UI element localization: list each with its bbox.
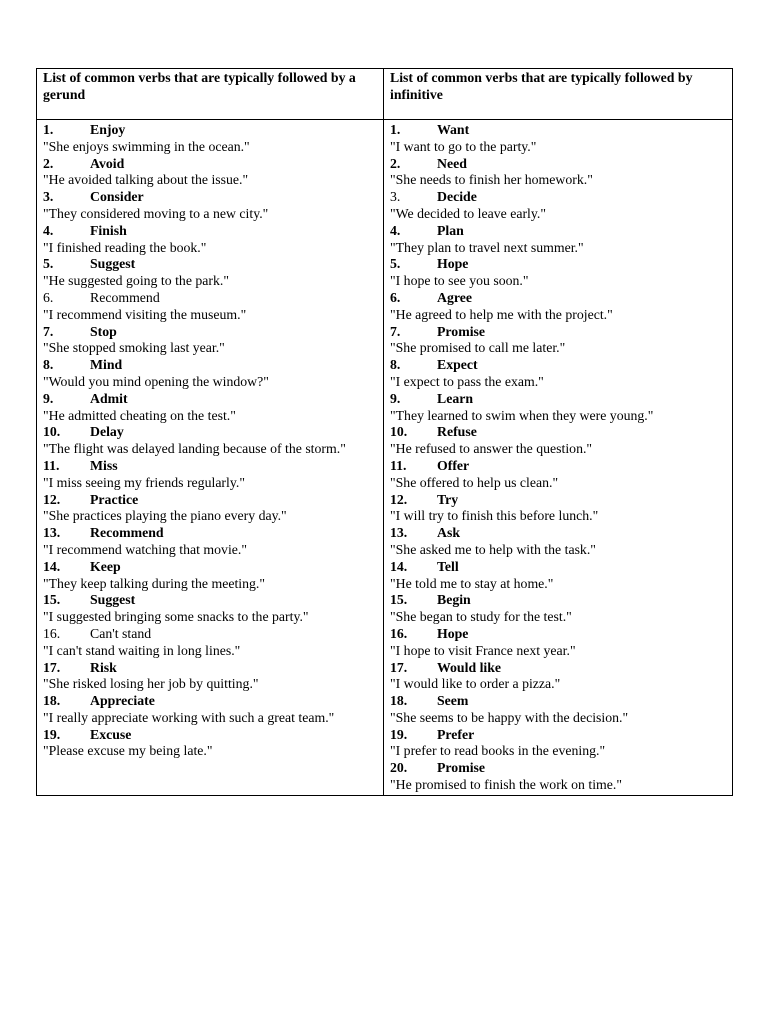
entry-verb: Finish xyxy=(90,222,127,238)
entry-heading xyxy=(390,458,728,475)
infinitive-entry xyxy=(390,727,728,761)
entry-number: 9. xyxy=(390,390,401,406)
entry-example-sentence: "She needs to finish her homework." xyxy=(390,172,593,188)
entry-heading xyxy=(390,525,728,542)
infinitive-entry xyxy=(390,660,728,694)
entry-verb: Promise xyxy=(437,760,486,776)
entry-verb: Hope xyxy=(437,625,469,641)
entry-example-sentence: "She risked losing her job by quitting." xyxy=(43,676,259,692)
entry-verb: Prefer xyxy=(437,726,475,742)
entry-heading xyxy=(43,391,379,408)
infinitive-entry xyxy=(390,559,728,593)
entry-verb: Try xyxy=(437,491,459,507)
entry-example-sentence: "They learned to swim when they were young." xyxy=(390,407,654,423)
entry-verb: Recommend xyxy=(90,289,160,305)
gerund-column-header: List of common verbs that are typically followed by a gerund xyxy=(37,69,384,120)
gerund-column xyxy=(37,120,384,796)
entry-verb: Seem xyxy=(437,693,469,709)
entry-number: 19. xyxy=(390,726,408,742)
infinitive-entry xyxy=(390,693,728,727)
entry-number: 17. xyxy=(43,659,61,675)
infinitive-entry xyxy=(390,525,728,559)
gerund-entry xyxy=(43,660,379,694)
gerund-entry xyxy=(43,122,379,156)
entry-example-sentence: "He refused to answer the question." xyxy=(390,441,593,457)
entry-heading xyxy=(390,156,728,173)
entry-example-sentence: "I hope to see you soon." xyxy=(390,273,529,289)
entry-verb: Practice xyxy=(90,491,139,507)
gerund-entry xyxy=(43,324,379,358)
infinitive-verb-list xyxy=(390,122,728,794)
gerund-entry xyxy=(43,626,379,660)
entry-number: 17. xyxy=(390,659,408,675)
entry-verb: Hope xyxy=(437,256,469,272)
entry-heading xyxy=(390,189,728,206)
entry-verb: Excuse xyxy=(90,726,132,742)
entry-heading xyxy=(390,626,728,643)
entry-heading xyxy=(390,424,728,441)
entry-example-sentence: "I would like to order a pizza." xyxy=(390,676,561,692)
entry-number: 12. xyxy=(390,491,408,507)
entry-heading xyxy=(43,122,379,139)
entry-heading xyxy=(390,357,728,374)
entry-verb: Enjoy xyxy=(90,122,126,137)
gerund-entry xyxy=(43,357,379,391)
entry-number: 10. xyxy=(390,424,408,440)
gerund-entry xyxy=(43,391,379,425)
entry-example-sentence: "Please excuse my being late." xyxy=(43,743,213,759)
gerund-entry xyxy=(43,592,379,626)
header-row xyxy=(37,69,733,120)
entry-verb: Refuse xyxy=(437,424,477,440)
entry-example-sentence: "I finished reading the book." xyxy=(43,239,207,255)
entry-verb: Mind xyxy=(90,357,123,373)
entry-number: 1. xyxy=(43,122,54,137)
entry-number: 9. xyxy=(43,390,54,406)
entry-example-sentence: "She began to study for the test." xyxy=(390,609,572,625)
infinitive-entry xyxy=(390,357,728,391)
entry-example-sentence: "I miss seeing my friends regularly." xyxy=(43,474,245,490)
gerund-entry xyxy=(43,693,379,727)
entry-heading xyxy=(390,122,728,139)
entry-example-sentence: "She offered to help us clean." xyxy=(390,474,559,490)
gerund-entry xyxy=(43,492,379,526)
entry-verb: Need xyxy=(437,155,467,171)
entry-verb: Stop xyxy=(90,323,117,339)
gerund-entry xyxy=(43,525,379,559)
entry-verb: Can't stand xyxy=(90,625,152,641)
entry-number: 18. xyxy=(390,693,408,709)
entry-heading xyxy=(43,492,379,509)
entry-verb: Miss xyxy=(90,457,118,473)
entry-verb: Appreciate xyxy=(90,693,155,709)
infinitive-entry xyxy=(390,391,728,425)
entry-number: 12. xyxy=(43,491,61,507)
entry-example-sentence: "I can't stand waiting in long lines." xyxy=(43,642,241,658)
entry-heading xyxy=(43,626,379,643)
entry-heading xyxy=(390,223,728,240)
entry-verb: Learn xyxy=(437,390,474,406)
infinitive-entry xyxy=(390,156,728,190)
gerund-entry xyxy=(43,156,379,190)
entry-number: 6. xyxy=(43,289,54,305)
infinitive-entry xyxy=(390,223,728,257)
entry-verb: Consider xyxy=(90,189,144,205)
entry-number: 5. xyxy=(43,256,54,272)
entry-example-sentence: "I want to go to the party." xyxy=(390,138,537,154)
entry-verb: Delay xyxy=(90,424,124,440)
entry-heading xyxy=(43,525,379,542)
entry-example-sentence: "I expect to pass the exam." xyxy=(390,373,544,389)
entry-example-sentence: "I will try to finish this before lunch." xyxy=(390,508,599,524)
entry-example-sentence: "I recommend watching that movie." xyxy=(43,541,247,557)
entry-number: 8. xyxy=(390,357,401,373)
entry-number: 15. xyxy=(43,592,61,608)
entry-number: 4. xyxy=(43,222,54,238)
entry-example-sentence: "The flight was delayed landing because of the storm." xyxy=(43,441,346,457)
infinitive-entry xyxy=(390,256,728,290)
entry-number: 7. xyxy=(390,323,401,339)
entry-heading xyxy=(390,727,728,744)
entry-example-sentence: "He avoided talking about the issue." xyxy=(43,172,249,188)
entry-heading xyxy=(43,660,379,677)
entry-heading xyxy=(43,223,379,240)
entry-example-sentence: "Would you mind opening the window?" xyxy=(43,373,269,389)
entry-number: 16. xyxy=(43,625,61,641)
entry-verb: Decide xyxy=(437,189,477,205)
entry-number: 8. xyxy=(43,357,54,373)
entry-number: 3. xyxy=(390,189,401,205)
entry-heading xyxy=(390,492,728,509)
entry-verb: Admit xyxy=(90,390,128,406)
infinitive-entry xyxy=(390,290,728,324)
infinitive-entry xyxy=(390,189,728,223)
entry-example-sentence: "I recommend visiting the museum." xyxy=(43,306,247,322)
entry-number: 14. xyxy=(390,558,408,574)
entry-number: 4. xyxy=(390,222,401,238)
entry-heading xyxy=(390,290,728,307)
infinitive-entry xyxy=(390,626,728,660)
verb-table xyxy=(36,68,733,796)
entry-example-sentence: "They plan to travel next summer." xyxy=(390,239,584,255)
entry-heading xyxy=(390,693,728,710)
entry-heading xyxy=(43,458,379,475)
gerund-entry xyxy=(43,290,379,324)
entry-number: 7. xyxy=(43,323,54,339)
entry-verb: Ask xyxy=(437,525,461,541)
entry-verb: Plan xyxy=(437,222,464,238)
entry-verb: Begin xyxy=(437,592,471,608)
entry-example-sentence: "She asked me to help with the task." xyxy=(390,541,596,557)
entry-example-sentence: "She seems to be happy with the decision." xyxy=(390,709,629,725)
entry-number: 13. xyxy=(390,525,408,541)
entry-number: 14. xyxy=(43,558,61,574)
gerund-entry xyxy=(43,256,379,290)
entry-number: 18. xyxy=(43,693,61,709)
entry-number: 19. xyxy=(43,726,61,742)
gerund-entry xyxy=(43,189,379,223)
entry-example-sentence: "He admitted cheating on the test." xyxy=(43,407,236,423)
infinitive-entry xyxy=(390,760,728,794)
entry-number: 3. xyxy=(43,189,54,205)
entry-example-sentence: "I really appreciate working with such a great team." xyxy=(43,709,335,725)
infinitive-entry xyxy=(390,324,728,358)
body-row xyxy=(37,120,733,796)
entry-verb: Would like xyxy=(437,659,502,675)
entry-verb: Recommend xyxy=(90,525,164,541)
entry-number: 10. xyxy=(43,424,61,440)
entry-verb: Offer xyxy=(437,457,470,473)
entry-verb: Tell xyxy=(437,558,459,574)
entry-heading xyxy=(43,693,379,710)
infinitive-entry xyxy=(390,492,728,526)
entry-number: 5. xyxy=(390,256,401,272)
infinitive-entry xyxy=(390,122,728,156)
entry-heading xyxy=(390,760,728,777)
entry-example-sentence: "They considered moving to a new city." xyxy=(43,205,269,221)
entry-heading xyxy=(390,256,728,273)
entry-example-sentence: "I hope to visit France next year." xyxy=(390,642,576,658)
entry-number: 1. xyxy=(390,122,401,137)
entry-example-sentence: "She enjoys swimming in the ocean." xyxy=(43,138,250,154)
entry-number: 15. xyxy=(390,592,408,608)
infinitive-column xyxy=(384,120,733,796)
entry-heading xyxy=(390,391,728,408)
entry-heading xyxy=(43,559,379,576)
entry-heading xyxy=(43,592,379,609)
entry-example-sentence: "I prefer to read books in the evening." xyxy=(390,743,606,759)
infinitive-entry xyxy=(390,424,728,458)
entry-verb: Want xyxy=(437,122,470,137)
infinitive-entry xyxy=(390,458,728,492)
gerund-entry xyxy=(43,727,379,761)
entry-heading xyxy=(43,256,379,273)
entry-heading xyxy=(390,660,728,677)
entry-heading xyxy=(390,559,728,576)
entry-heading xyxy=(390,592,728,609)
entry-number: 2. xyxy=(43,155,54,171)
entry-verb: Suggest xyxy=(90,592,136,608)
entry-example-sentence: "I suggested bringing some snacks to the party." xyxy=(43,609,309,625)
entry-number: 6. xyxy=(390,289,401,305)
entry-number: 11. xyxy=(390,457,407,473)
entry-number: 20. xyxy=(390,760,408,776)
entry-number: 11. xyxy=(43,457,60,473)
entry-example-sentence: "He agreed to help me with the project." xyxy=(390,306,613,322)
infinitive-column-header: List of common verbs that are typically followed by infinitive xyxy=(384,69,733,120)
gerund-entry xyxy=(43,458,379,492)
entry-example-sentence: "He promised to finish the work on time." xyxy=(390,777,622,793)
entry-heading xyxy=(43,156,379,173)
entry-example-sentence: "He suggested going to the park." xyxy=(43,273,229,289)
entry-heading xyxy=(43,357,379,374)
entry-number: 16. xyxy=(390,625,408,641)
entry-heading xyxy=(43,324,379,341)
entry-verb: Risk xyxy=(90,659,117,675)
entry-verb: Keep xyxy=(90,558,121,574)
entry-heading xyxy=(43,189,379,206)
entry-verb: Suggest xyxy=(90,256,136,272)
entry-heading xyxy=(390,324,728,341)
entry-verb: Avoid xyxy=(90,155,125,171)
entry-number: 13. xyxy=(43,525,61,541)
entry-heading xyxy=(43,424,379,441)
entry-verb: Promise xyxy=(437,323,486,339)
gerund-entry xyxy=(43,559,379,593)
entry-verb: Expect xyxy=(437,357,478,373)
gerund-entry xyxy=(43,223,379,257)
entry-heading xyxy=(43,290,379,307)
entry-number: 2. xyxy=(390,155,401,171)
entry-example-sentence: "They keep talking during the meeting." xyxy=(43,575,265,591)
entry-verb: Agree xyxy=(437,289,472,305)
entry-example-sentence: "She stopped smoking last year." xyxy=(43,340,225,356)
entry-example-sentence: "We decided to leave early." xyxy=(390,205,546,221)
entry-example-sentence: "He told me to stay at home." xyxy=(390,575,554,591)
entry-example-sentence: "She promised to call me later." xyxy=(390,340,566,356)
infinitive-entry xyxy=(390,592,728,626)
gerund-entry xyxy=(43,424,379,458)
gerund-verb-list xyxy=(43,122,379,760)
entry-example-sentence: "She practices playing the piano every day." xyxy=(43,508,287,524)
entry-heading xyxy=(43,727,379,744)
